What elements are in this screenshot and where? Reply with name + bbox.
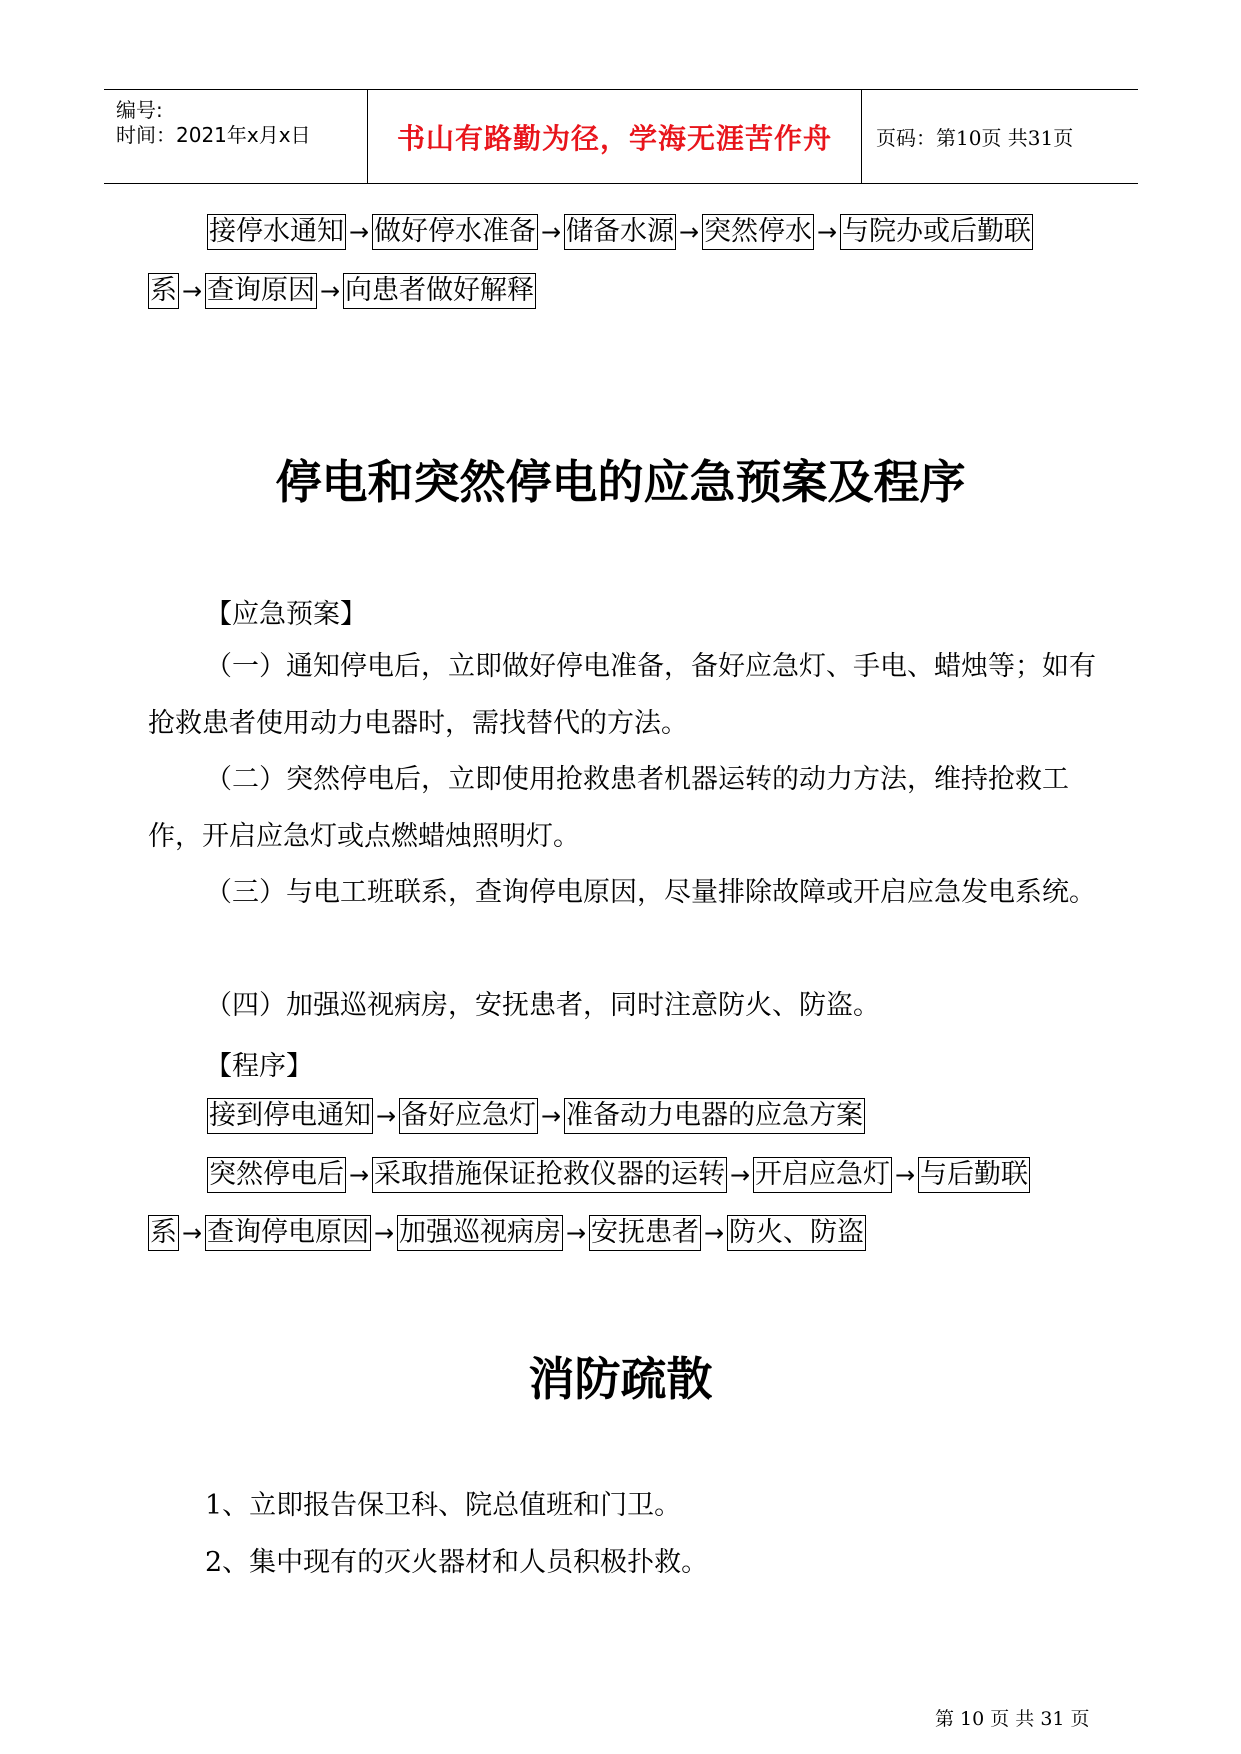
header-left-cell [104, 90, 368, 183]
arrow-icon: → [540, 218, 562, 246]
arrow-icon: → [894, 1161, 916, 1189]
flow-step: 储备水源 [564, 214, 676, 250]
power-flow-row-3 [148, 1213, 866, 1253]
plan-paragraph-2: （二）突然停电后，立即使用抢救患者机器运转的动力方法，维持抢救工作，开启应急灯或点燃蜡烛照明灯。 [148, 764, 1069, 852]
header-right-cell [862, 90, 1138, 183]
arrow-icon: → [703, 1219, 725, 1247]
flow-step: 查询原因 [205, 273, 317, 309]
flow-step: 接到停电通知 [207, 1098, 373, 1134]
arrow-icon: → [816, 218, 838, 246]
header-middle-cell [368, 90, 862, 183]
arrow-icon: → [319, 277, 341, 305]
serial-label: 编号: [116, 98, 163, 122]
flow-step: 系 [148, 1215, 179, 1251]
flow-step: 与院办或后勤联 [840, 214, 1033, 250]
power-flow-row-2 [207, 1155, 1030, 1195]
arrow-icon: → [678, 218, 700, 246]
flow-step: 突然停电后 [207, 1157, 346, 1193]
fire-section-title: 消防疏散 [528, 1352, 713, 1406]
arrow-icon: → [348, 218, 370, 246]
arrow-icon: → [565, 1219, 587, 1247]
plan-paragraph-1: （一）通知停电后，立即做好停电准备，备好应急灯、手电、蜡烛等；如有抢救患者使用动力电器时，需找替代的方法。 [148, 651, 1096, 739]
arrow-icon: → [181, 1219, 203, 1247]
plan-paragraph-3: （三）与电工班联系，查询停电原因，尽量排除故障或开启应急发电系统。 [205, 877, 1096, 908]
fire-item-2: 2、集中现有的灭火器材和人员积极扑救。 [205, 1547, 709, 1578]
flow-step: 向患者做好解释 [343, 273, 536, 309]
arrow-icon: → [373, 1219, 395, 1247]
arrow-icon: → [729, 1161, 751, 1189]
power-flow-row-1 [207, 1096, 865, 1136]
flow-step: 采取措施保证抢救仪器的运转 [372, 1157, 727, 1193]
plan-label: 【应急预案】 [205, 599, 367, 630]
flow-step: 查询停电原因 [205, 1215, 371, 1251]
water-flow-row-1 [207, 212, 1033, 252]
motto-text: 书山有路勤为径，学海无涯苦作舟 [396, 121, 832, 155]
arrow-icon: → [181, 277, 203, 305]
flow-step: 开启应急灯 [753, 1157, 892, 1193]
water-flow-row-2 [148, 271, 536, 311]
procedure-label: 【程序】 [205, 1051, 313, 1082]
page-info: 页码：第10页 共31页 [876, 126, 1074, 150]
flow-step: 做好停水准备 [372, 214, 538, 250]
flow-step: 安抚患者 [589, 1215, 701, 1251]
arrow-icon: → [375, 1102, 397, 1130]
page-footer: 第 10 页 共 31 页 [935, 1708, 1090, 1730]
plan-paragraph-4: （四）加强巡视病房，安抚患者，同时注意防火、防盗。 [205, 990, 880, 1021]
fire-item-1: 1、立即报告保卫科、院总值班和门卫。 [205, 1490, 682, 1521]
flow-step: 备好应急灯 [399, 1098, 538, 1134]
flow-step: 加强巡视病房 [397, 1215, 563, 1251]
flow-step: 突然停水 [702, 214, 814, 250]
power-section-title: 停电和突然停电的应急预案及程序 [275, 455, 966, 509]
flow-step: 接停水通知 [207, 214, 346, 250]
flow-step: 准备动力电器的应急方案 [564, 1098, 865, 1134]
time-label: 时间：2021年x月x日 [116, 123, 311, 147]
flow-step: 系 [148, 273, 179, 309]
arrow-icon: → [540, 1102, 562, 1130]
document-header [104, 89, 1138, 184]
flow-step: 与后勤联 [918, 1157, 1030, 1193]
arrow-icon: → [348, 1161, 370, 1189]
flow-step: 防火、防盗 [727, 1215, 866, 1251]
